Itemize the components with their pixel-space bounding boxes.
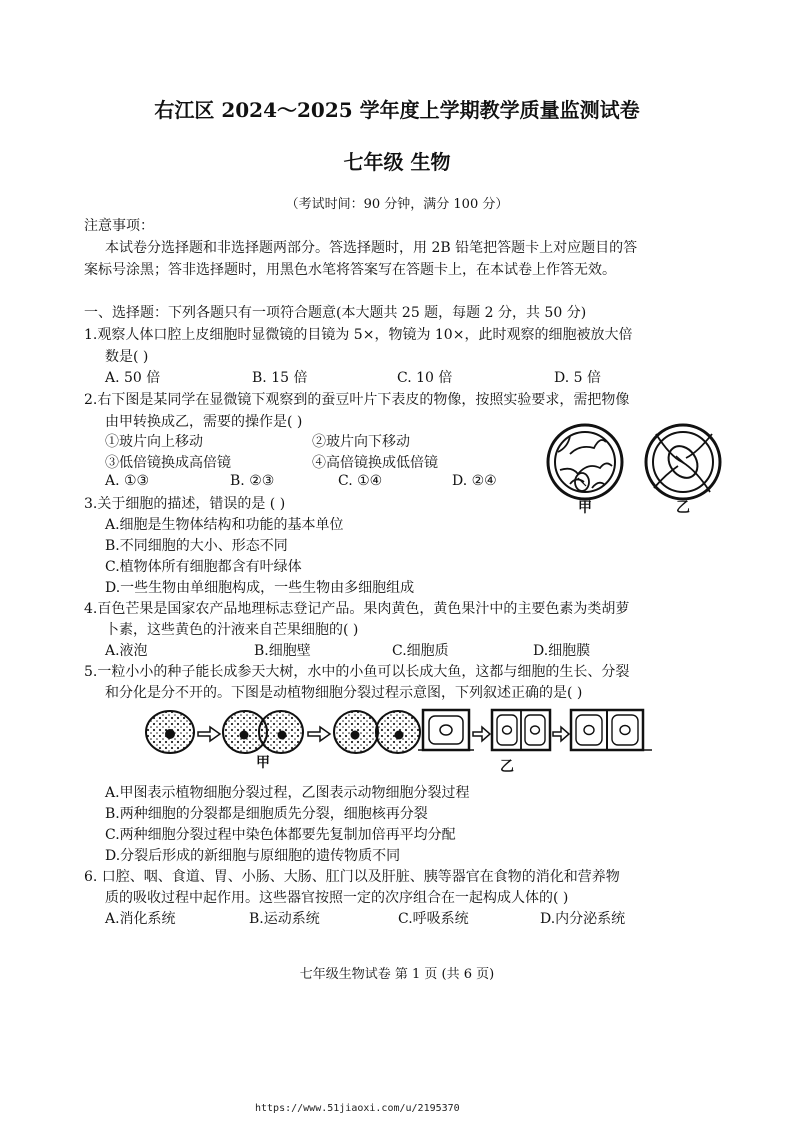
page-footer: 七年级生物试卷 第 1 页 (共 6 页) <box>299 967 495 982</box>
notice-heading: 注意事项： <box>84 218 154 234</box>
q5-option-c: C.两种细胞分裂过程中染色体都要先复制加倍再平均分配 <box>105 827 456 843</box>
arrow-icon <box>473 727 490 741</box>
animal-cell-1-icon <box>146 711 194 753</box>
q4-stem-line-1: 4.百色芒果是国家农产品地理标志登记产品。果肉黄色，黄色果汁中的主要色素为类胡萝 <box>84 601 630 617</box>
notice-line-2: 案标号涂黑；答非选择题时，用黑色水笔将答案写在答题卡上，在本试卷上作答无效。 <box>84 262 616 278</box>
plant-cell-3-icon <box>571 710 652 750</box>
q4-option-c: C.细胞质 <box>392 643 449 659</box>
animal-cell-3-icon <box>334 711 420 753</box>
field-yi-icon <box>646 425 720 499</box>
q1-option-c: C. 10 倍 <box>397 370 453 386</box>
arrow-icon <box>553 727 569 741</box>
q5-cell-division-figure <box>140 704 680 774</box>
q2-option-a: A. ①③ <box>105 473 150 489</box>
arrow-icon <box>198 727 220 741</box>
q3-stem: 3.关于细胞的描述，错误的是 ( ) <box>84 496 286 512</box>
q2-stem-line-2: 由甲转换成乙，需要的操作是( ) <box>105 414 303 430</box>
q6-option-a: A.消化系统 <box>105 911 176 927</box>
q5-option-a: A.甲图表示植物细胞分裂过程，乙图表示动物细胞分裂过程 <box>105 785 470 801</box>
plant-cell-2-icon <box>492 710 550 750</box>
q1-option-b: B. 15 倍 <box>252 370 308 386</box>
q2-item-4: ④高倍镜换成低倍镜 <box>312 455 438 471</box>
watermark-url: https://www.51jiaoxi.com/u/2195370 <box>255 1103 460 1114</box>
q2-item-3: ③低倍镜换成高倍镜 <box>105 455 231 471</box>
exam-subtitle: 七年级 生物 <box>343 150 451 174</box>
q2-item-1: ①玻片向上移动 <box>105 434 203 450</box>
q3-option-a: A.细胞是生物体结构和功能的基本单位 <box>105 517 344 533</box>
q2-option-d: D. ②④ <box>452 473 497 489</box>
arrow-icon <box>308 727 330 741</box>
q5-option-b: B.两种细胞的分裂都是细胞质先分裂，细胞核再分裂 <box>105 806 428 822</box>
q4-stem-line-2: 卜素，这些黄色的汁液来自芒果细胞的( ) <box>105 622 359 638</box>
q2-microscope-figure <box>540 422 730 522</box>
q5-stem-line-2: 和分化是分不开的。下图是动植物细胞分裂过程示意图，下列叙述正确的是( ) <box>105 685 583 701</box>
q6-option-d: D.内分泌系统 <box>540 911 626 927</box>
q3-option-c: C.植物体所有细胞都含有叶绿体 <box>105 559 302 575</box>
q6-stem-line-1: 6. 口腔、咽、食道、胃、小肠、大肠、肛门以及肝脏、胰等器官在食物的消化和营养物 <box>84 869 620 885</box>
q4-option-d: D.细胞膜 <box>533 643 591 659</box>
q6-stem-line-2: 质的吸收过程中起作用。这些器官按照一定的次序组合在一起构成人体的( ) <box>105 890 569 906</box>
q5-stem-line-1: 5.一粒小小的种子能长成参天大树，水中的小鱼可以长成大鱼，这都与细胞的生长、分裂 <box>84 664 630 680</box>
q3-option-b: B.不同细胞的大小、形态不同 <box>105 538 288 554</box>
notice-line-1: 本试卷分选择题和非选择题两部分。答选择题时，用 2B 铅笔把答题卡上对应题目的答 <box>105 240 638 256</box>
q2-option-b: B. ②③ <box>230 473 275 489</box>
q2-option-c: C. ①④ <box>338 473 383 489</box>
exam-title: 右江区 2024～2025 学年度上学期教学质量监测试卷 <box>154 98 640 122</box>
q4-option-a: A.液泡 <box>105 643 148 659</box>
q5-figure-label-yi: 乙 <box>500 759 514 775</box>
q3-option-d: D.一些生物由单细胞构成，一些生物由多细胞组成 <box>105 580 415 596</box>
exam-info: （考试时间：90 分钟，满分 100 分） <box>285 197 509 212</box>
plant-cell-1-icon <box>418 710 474 750</box>
q1-stem-line-2: 数是( ) <box>105 349 149 365</box>
q4-option-b: B.细胞壁 <box>254 643 311 659</box>
q2-figure-label-jia: 甲 <box>578 500 592 516</box>
q1-option-a: A. 50 倍 <box>105 370 161 386</box>
q5-figure-label-jia: 甲 <box>256 755 270 771</box>
q1-option-d: D. 5 倍 <box>554 370 601 386</box>
q1-stem-line-1: 1.观察人体口腔上皮细胞时显微镜的目镜为 5×，物镜为 10×，此时观察的细胞被放大倍 <box>84 327 633 343</box>
q2-item-2: ②玻片向下移动 <box>312 434 410 450</box>
field-jia-icon <box>548 425 622 499</box>
animal-cell-2-icon <box>223 711 303 753</box>
q5-option-d: D.分裂后形成的新细胞与原细胞的遗传物质不同 <box>105 848 401 864</box>
q2-figure-label-yi: 乙 <box>676 500 690 516</box>
q6-option-c: C.呼吸系统 <box>398 911 469 927</box>
section-heading: 一、选择题：下列各题只有一项符合题意(本大题共 25 题，每题 2 分，共 50 分) <box>84 305 587 321</box>
q6-option-b: B.运动系统 <box>249 911 320 927</box>
q2-stem-line-1: 2.右下图是某同学在显微镜下观察到的蚕豆叶片下表皮的物像，按照实验要求，需把物像 <box>84 392 630 408</box>
